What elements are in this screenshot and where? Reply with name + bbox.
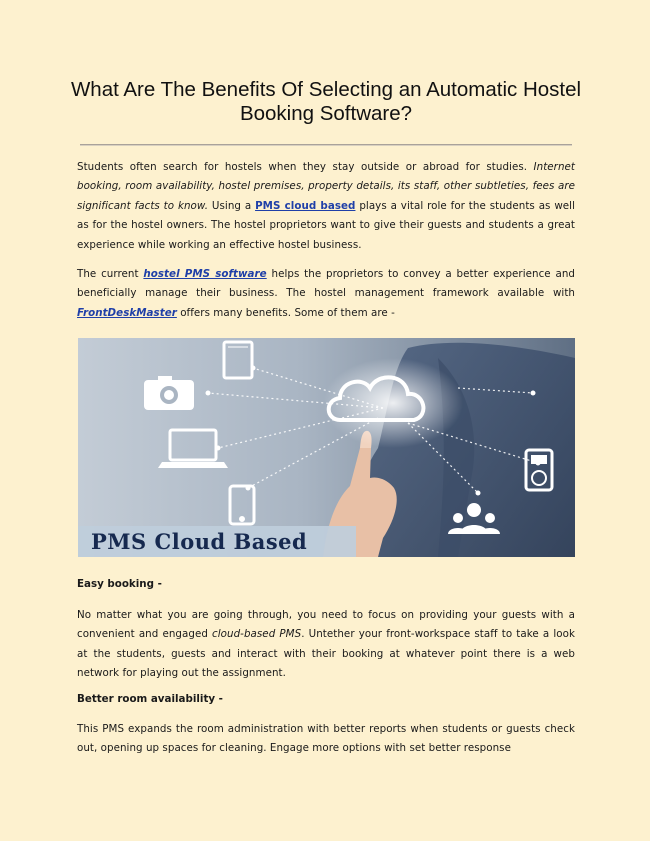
hero-caption-banner [78,526,356,557]
page-title: What Are The Benefits Of Selecting an Automatic Hostel Booking Software? [70,78,582,125]
pms-cloud-hero-image [78,338,575,557]
title-divider [80,144,572,146]
easy-booking-paragraph [77,606,575,684]
p3-text-1: No matter what you are going through, you need to focus on providing your guests with a convenient and engaged [77,609,575,641]
easy-booking-heading: Easy booking - [77,578,162,590]
room-availability-heading: Better room availability - [77,693,223,705]
p2-text-1: The current [77,268,144,280]
intro-paragraph [77,158,575,255]
p3-emphasis: cloud-based PMS [212,628,302,641]
room-availability-paragraph [77,720,575,759]
hero-caption-text: PMS Cloud Based [91,529,308,554]
p3-text-2: . Untether your front-workspace staff to take a look at the students, guests and interact with their booking at whatever point there is a web network for playing out the assignment. [77,628,575,680]
p2-text-3: offers many benefits. Some of them are - [176,306,395,319]
p2-text-2: helps the proprietors to convey a better experience and beneficially manage their business. The hostel management framework available with [77,268,575,300]
current-software-paragraph [77,265,575,323]
intro-text-2: Using a [208,199,256,212]
hostel-pms-software-link[interactable]: hostel PMS software [143,268,267,280]
pms-cloud-based-link[interactable]: PMS cloud based [255,199,356,212]
p4-text-1: This PMS expands the room administration with better reports when students or guests check out, opening up spaces for cleaning. Engage more options with set better response [77,723,575,755]
camera-icon [144,376,194,410]
frontdeskmaster-link[interactable]: FrontDeskMaster [77,306,177,319]
intro-emphasis: Internet booking, room availability, hostel premises, property details, its staff, other subtleties, fees are significant facts to know. [77,161,575,212]
intro-text-3: plays a vital role for the students as well as for the hostel owners. The hostel proprietors want to give their guests and students a great experience while working an effective hostel business. [77,199,576,251]
intro-text-1: Students often search for hostels when they stay outside or abroad for studies. [77,161,534,173]
